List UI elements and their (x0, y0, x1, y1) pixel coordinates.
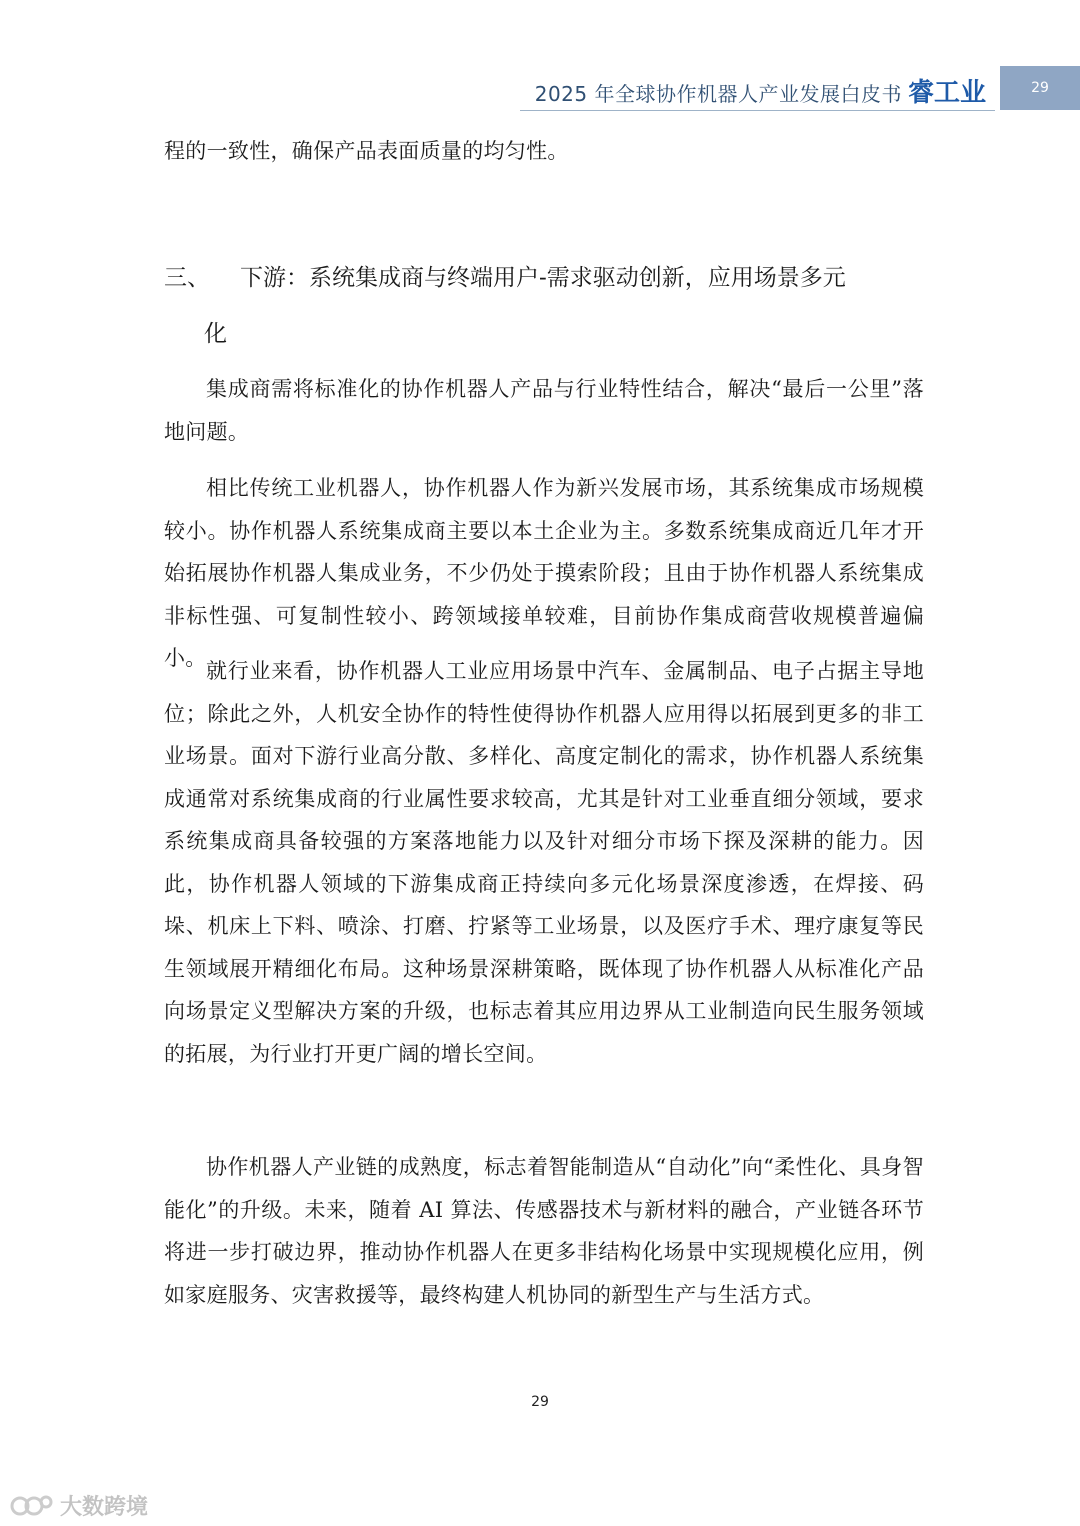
paragraph-block-4 (164, 1146, 924, 1316)
watermark-logo-icon (10, 1492, 54, 1520)
paragraph-block-1 (164, 368, 924, 453)
section-heading (164, 250, 924, 362)
footer-page-number: 29 (531, 1394, 549, 1410)
section-number: 三、 (164, 265, 210, 291)
document-title: 2025 年全球协作机器人产业发展白皮书 (534, 82, 902, 106)
paragraph-block-3 (164, 650, 924, 1075)
paragraph: 协作机器人产业链的成熟度，标志着智能制造从“自动化”向“柔性化、具身智能化”的升级。未来，随着 AI 算法、传感器技术与新材料的融合，产业链各环节将进一步打破边界，推动协作机器人在更多非结构化场景中实现规模化应用，例如家庭服务、灾害救援等，最终构建人机协同的新型生产与生活方式。 (164, 1155, 924, 1307)
paragraph: 就行业来看，协作机器人工业应用场景中汽车、金属制品、电子占据主导地位；除此之外，人机安全协作的特性使得协作机器人应用得以拓展到更多的非工业场景。面对下游行业高分散、多样化、高度定制化的需求，协作机器人系统集成通常对系统集成商的行业属性要求较高，尤其是针对工业垂直细分领域，要求系统集成商具备较强的方案落地能力以及针对细分市场下探及深耕的能力。因此，协作机器人领域的下游集成商正持续向多元化场景深度渗透，在焊接、码垛、机床上下料、喷涂、打磨、拧紧等工业场景，以及医疗手术、理疗康复等民生领域展开精细化布局。这种场景深耕策略，既体现了协作机器人从标准化产品向场景定义型解决方案的升级，也标志着其应用边界从工业制造向民生服务领域的拓展，为行业打开更广阔的增长空间。 (164, 659, 924, 1066)
header-page-number: 29 (1000, 66, 1080, 110)
paragraph: 集成商需将标准化的协作机器人产品与行业特性结合，解决“最后一公里”落地问题。 (164, 377, 924, 444)
page-header (0, 66, 1080, 112)
watermark (10, 1490, 148, 1521)
continuation-block (164, 130, 924, 173)
section-title-line1: 下游：系统集成商与终端用户-需求驱动创新，应用场景多元 (240, 265, 846, 291)
paragraph: 相比传统工业机器人，协作机器人作为新兴发展市场，其系统集成市场规模较小。协作机器人系统集成商主要以本土企业为主。多数系统集成商近几年才开始拓展协作机器人集成业务，不少仍处于摸索阶段；且由于协作机器人系统集成非标性强、可复制性较小、跨领域接单较难，目前协作集成商营收规模普遍偏小。 (164, 476, 924, 670)
header-divider (520, 110, 995, 111)
watermark-text: 大数跨境 (60, 1495, 149, 1520)
section-title-line2: 化 (204, 321, 227, 347)
paragraph-block-2 (164, 467, 924, 680)
brand-logo: 睿工业 (908, 78, 987, 108)
continuation-text: 程的一致性，确保产品表面质量的均匀性。 (164, 139, 569, 163)
